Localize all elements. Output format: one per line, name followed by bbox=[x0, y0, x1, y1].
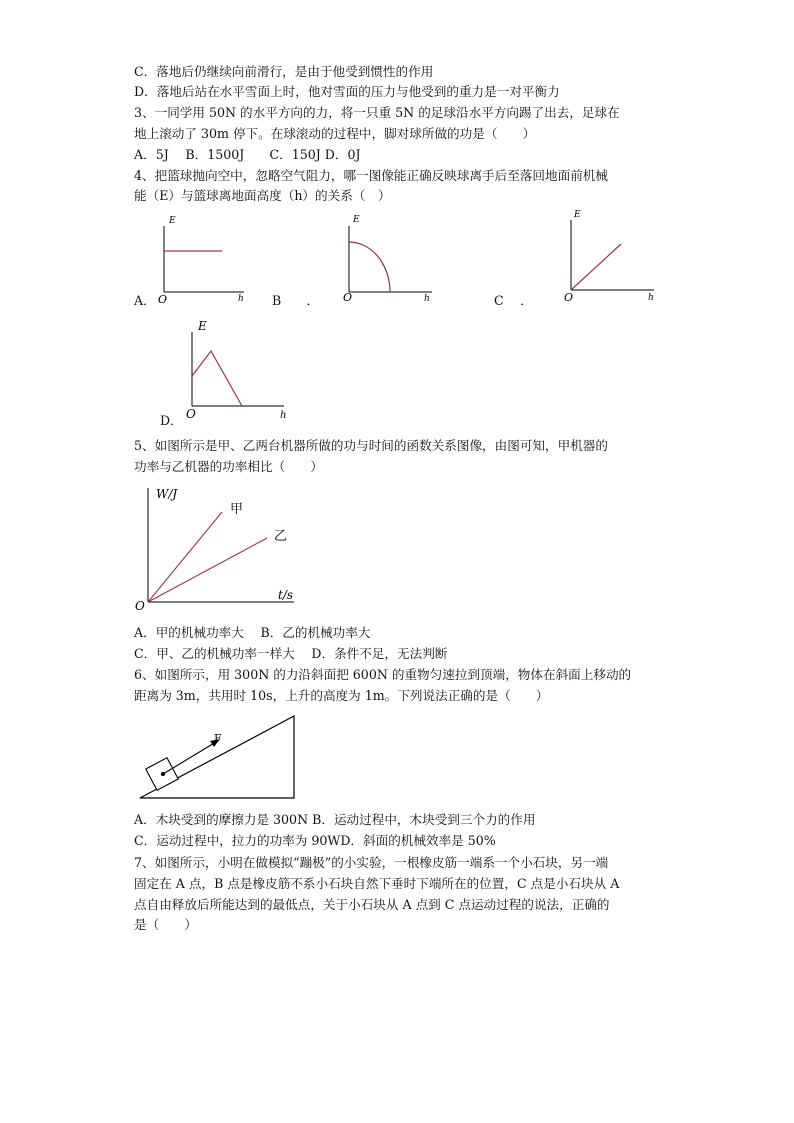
force-label: F bbox=[214, 732, 222, 745]
q4-option-a-label: A． bbox=[134, 293, 156, 308]
q4a-origin: O bbox=[158, 293, 168, 306]
q4d-curve bbox=[192, 351, 242, 406]
q4b-axis-e: E bbox=[353, 215, 360, 225]
q5-stem-line1: 5、如图所示是甲、乙两台机器所做的功与时间的函数关系图像，由图可知，甲机器的 bbox=[134, 438, 608, 453]
q2-option-d: D．落地后站在水平雪面上时，他对雪面的压力与他受到的重力是一对平衡力 bbox=[134, 84, 560, 99]
q4c-axis-e: E bbox=[574, 210, 581, 220]
q4d-origin: O bbox=[186, 407, 196, 421]
q5-jia-label: 甲 bbox=[230, 502, 244, 517]
q4-graph-d bbox=[180, 314, 300, 424]
q4-option-b-label: B ． bbox=[272, 293, 320, 308]
q4c-curve bbox=[571, 244, 621, 290]
q5-line-jia bbox=[148, 512, 222, 602]
q4-option-c-label: C ． bbox=[494, 293, 533, 308]
q4-graph-b bbox=[336, 208, 446, 308]
q5-line-yi bbox=[148, 538, 267, 602]
q7-stem-line2: 固定在 A 点，B 点是橡皮筋不系小石块自然下垂时下端所在的位置，C 点是小石块从 A bbox=[134, 876, 620, 891]
q7-stem-line4: 是（ ） bbox=[134, 917, 197, 932]
q4-stem-line2: 能（E）与篮球离地面高度（h）的关系（ ） bbox=[134, 188, 391, 203]
q6-stem-line2: 距离为 3m，共用时 10s，上升的高度为 1m。下列说法正确的是（ ） bbox=[134, 688, 549, 703]
q3-stem-line2: 地上滚动了 30m 停下。在球滚动的过程中，脚对球所做的功是（ ） bbox=[134, 126, 536, 141]
q5-stem-line2: 功率与乙机器的功率相比（ ） bbox=[134, 459, 323, 474]
q4d-axis-h: h bbox=[280, 410, 287, 421]
q4-graph-a bbox=[150, 208, 260, 308]
q4c-origin: O bbox=[564, 291, 574, 304]
q5-graph bbox=[132, 478, 312, 618]
q4b-axis-h: h bbox=[424, 294, 430, 304]
q5-x-axis-label: t/s bbox=[278, 588, 294, 602]
q4b-origin: O bbox=[343, 291, 353, 304]
q4-graph-c bbox=[558, 204, 668, 308]
q5-origin: O bbox=[135, 599, 145, 613]
q4-option-d-label: D． bbox=[160, 413, 183, 428]
q6-incline-diagram bbox=[136, 708, 306, 803]
q4-stem-line1: 4、把篮球抛向空中，忽略空气阻力，哪一图像能正确反映球离手后至落回地面前机械 bbox=[134, 168, 608, 183]
q4a-axis-e: E bbox=[169, 216, 176, 226]
q3-stem-line1: 3、一同学用 50N 的水平方向的力，将一只重 5N 的足球沿水平方向踢了出去，足球在 bbox=[134, 105, 620, 120]
q5-options-line2: C．甲、乙的机械功率一样大 D．条件不足，无法判断 bbox=[134, 646, 448, 661]
q2-option-c: C．落地后仍继续向前滑行，是由于他受到惯性的作用 bbox=[134, 64, 434, 79]
q4c-axis-h: h bbox=[648, 293, 654, 303]
q6-stem-line1: 6、如图所示，用 300N 的力沿斜面把 600N 的重物匀速拉到顶端，物体在斜面上移动的 bbox=[134, 667, 632, 682]
q6-options-line1: A．木块受到的摩擦力是 300N B．运动过程中，木块受到三个力的作用 bbox=[134, 812, 536, 827]
q5-yi-label: 乙 bbox=[274, 529, 288, 544]
q4d-axis-e: E bbox=[198, 319, 207, 333]
q7-stem-line1: 7、如图所示，小明在做模拟“蹦极”的小实验，一根橡皮筋一端系一个小石块，另一端 bbox=[134, 855, 609, 870]
q7-stem-line3: 点自由释放后所能达到的最低点，关于小石块从 A 点到 C 点运动过程的说法，正确的 bbox=[134, 897, 610, 912]
q4a-axis-h: h bbox=[238, 294, 244, 304]
q5-options-line1: A．甲的机械功率大 B．乙的机械功率大 bbox=[134, 625, 371, 640]
q3-options: A．5J B．1500J C．150J D．0J bbox=[134, 147, 361, 162]
q4b-curve bbox=[349, 242, 390, 292]
force-arrow bbox=[163, 742, 216, 774]
q6-options-line2: C．运动过程中，拉力的功率为 90WD．斜面的机械效率是 50% bbox=[134, 833, 496, 848]
q5-y-axis-label: W/J bbox=[156, 487, 178, 501]
